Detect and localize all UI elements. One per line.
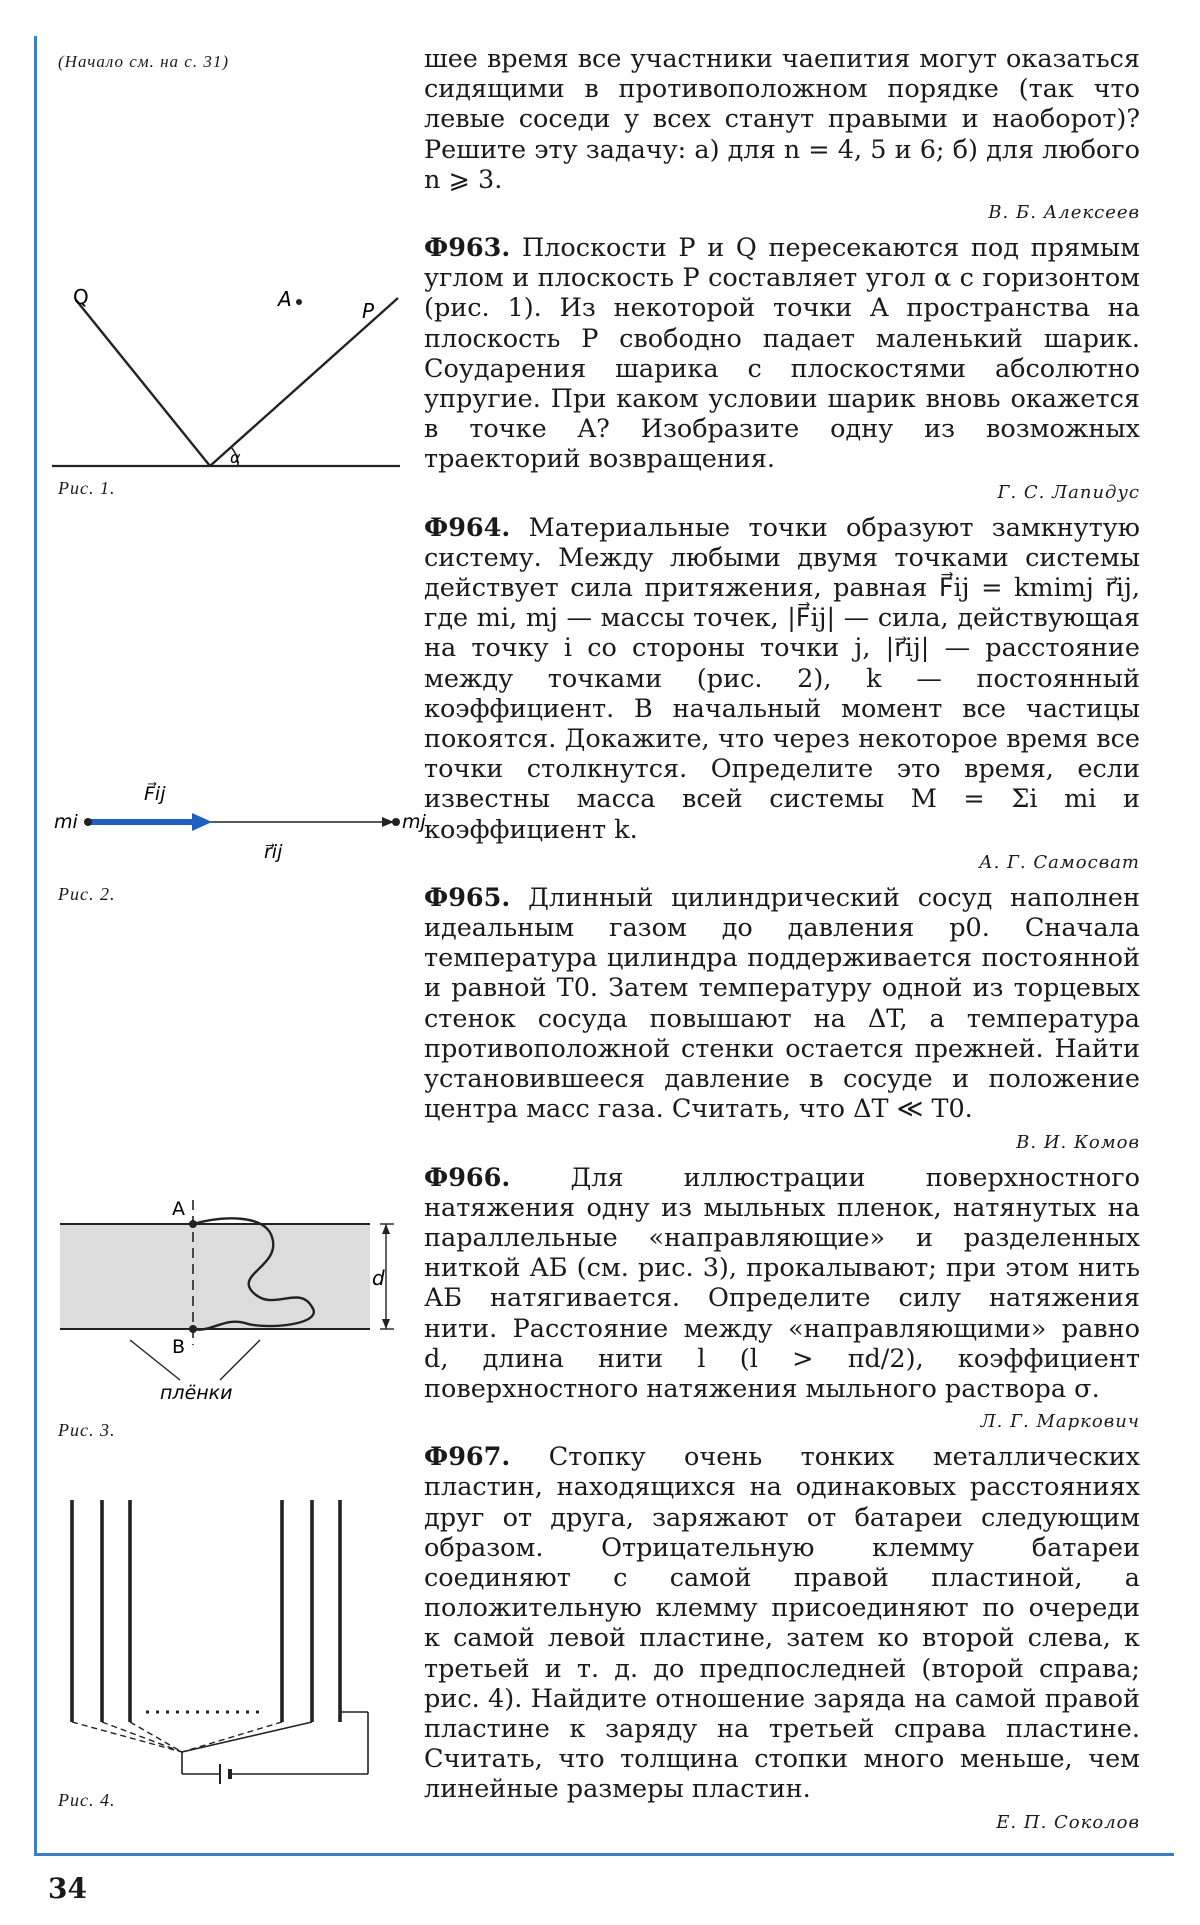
problem-text: Для иллюстрации поверхностного натяжения одну из мыльных пленок, натянутых на параллельные «направляющие» и разделенных ниткой АБ (см. рис. 3), прокалывают; при этом нить АБ натягивается. Определите силу натяжения нити. Расстояние между «направляющими» равно d, длина нити l (l > πd/2), коэффициент поверхностного натяжения мыльного раствора σ. [424, 1162, 1140, 1404]
switch-lead-active [182, 1722, 312, 1752]
label-p: P [362, 299, 375, 323]
figure-4 [50, 1490, 410, 1800]
film-pointer-right [220, 1340, 260, 1380]
switch-lead-1 [72, 1722, 182, 1752]
problem-number: Ф965. [424, 882, 511, 913]
problem-966 [424, 1163, 1140, 1435]
intro-author: В. Б. Алексеев [988, 202, 1140, 224]
problem-text: Материальные точки образуют замкнутую систему. Между любыми двумя точками системы действует сила притяжения, равная F⃗ij = kmimj r⃗ij, где mi, mj — массы точек, |F⃗ij| — сила, действующая на точку i со стороны точки j, |r⃗ij| — расстояние между точками (рис. 2), k — постоянный коэффициент. В начальный момент все частицы покоятся. Докажите, что через некоторое время все точки столкнутся. Определите это время, если известны масса всей системы M = Σi mi и коэффициент k. [424, 512, 1140, 845]
continued-note: (Начало см. на с. 31) [58, 52, 229, 71]
problem-number: Ф966. [424, 1162, 511, 1193]
switch-lead-2 [102, 1722, 182, 1752]
figure-3-caption: Рис. 3. [58, 1420, 116, 1440]
text-column [424, 44, 1140, 1843]
soap-film [60, 1224, 370, 1329]
switch-lead-3 [130, 1722, 182, 1752]
figure-1-caption: Рис. 1. [58, 478, 116, 498]
label-films: плёнки [160, 1382, 233, 1404]
label-a: A [278, 287, 292, 311]
point-a [296, 299, 302, 305]
figure-4-caption: Рис. 4. [58, 1790, 116, 1810]
problem-author: А. Г. Самосват [978, 851, 1140, 873]
problem-author: Е. П. Соколов [996, 1811, 1140, 1833]
problem-number: Ф964. [424, 512, 511, 543]
problem-text: Длинный цилиндрический сосуд наполнен идеальным газом до давления p0. Сначала температура цилиндра поддерживается постоянной и равной T0. Затем температуру одной из торцевых стенок сосуда повышают на ΔT, а температура противоположной стенки остается прежней. Найти установившееся давление в сосуде и положение центра масс газа. Считать, что ΔT ≪ T0. [424, 882, 1141, 1125]
plane-q-line [76, 300, 210, 466]
label-mi: mi [54, 811, 78, 833]
label-alpha: α [230, 448, 241, 467]
figure-3 [50, 1195, 410, 1410]
problem-text: Плоскости P и Q пересекаются под прямым углом и плоскость P составляет угол α с горизонтом (рис. 1). Из некоторой точки A пространства на плоскость P свободно падает маленький шарик. Соударения шарика с плоскостями абсолютно упругие. При каком условии шарик вновь окажется в точке A? Изобразите одну из возможных траекторий возвращения. [424, 233, 1140, 475]
problem-963 [424, 233, 1140, 505]
page-number: 34 [48, 1872, 87, 1905]
problem-author: В. И. Комов [1016, 1131, 1140, 1153]
problem-967 [424, 1442, 1140, 1834]
intro-paragraph: шее время все участники чаепития могут оказаться сидящими в противоположном порядке (так что левые соседи у всех станут правыми и наоборот)? Решите эту задачу: а) для n = 4, 5 и 6; б) для любого n ⩾ 3. [424, 44, 1140, 195]
problem-number: Ф963. [424, 233, 511, 264]
switch-lead-n-2 [182, 1722, 282, 1752]
figure-2-caption: Рис. 2. [58, 884, 116, 904]
figure-2 [46, 770, 426, 870]
label-d: d [372, 1266, 385, 1290]
problem-text: Стопку очень тонких металлических пластин, находящихся на одинаковых расстояниях друг от друга, заряжают от батареи следующим образом. Отрицательную клемму батареи соединяют с самой правой пластиной, а положительную клемму присоединяют по очереди к самой левой пластине, затем ко второй слева, к третьей и т. д. до предпоследней (второй справа; рис. 4). Найдите отношение заряда на самой правой пластине к заряду на третьей справа пластине. Считать, что толщина стопки много меньше, чем линейные размеры пластин. [424, 1442, 1140, 1805]
label-q: Q [73, 285, 89, 309]
problem-964 [424, 513, 1140, 875]
label-b: B [172, 1336, 186, 1358]
label-f: F⃗ij [144, 783, 166, 805]
problem-number: Ф967. [424, 1442, 511, 1473]
d-arrow-bottom [382, 1319, 390, 1329]
label-a: A [172, 1198, 185, 1220]
d-arrow-top [382, 1224, 390, 1234]
point-a [189, 1220, 197, 1228]
point-b [189, 1325, 197, 1333]
problem-author: Л. Г. Маркович [980, 1411, 1140, 1433]
figure-1 [50, 270, 410, 480]
problem-965 [424, 883, 1140, 1155]
point-mj [392, 818, 400, 826]
f-vector-arrowhead [192, 813, 212, 831]
plane-p-line [210, 298, 398, 466]
label-mj: mj [402, 811, 426, 833]
label-r: r⃗ij [264, 841, 283, 863]
point-mi [84, 818, 92, 826]
problem-author: Г. С. Лапидус [997, 481, 1140, 503]
